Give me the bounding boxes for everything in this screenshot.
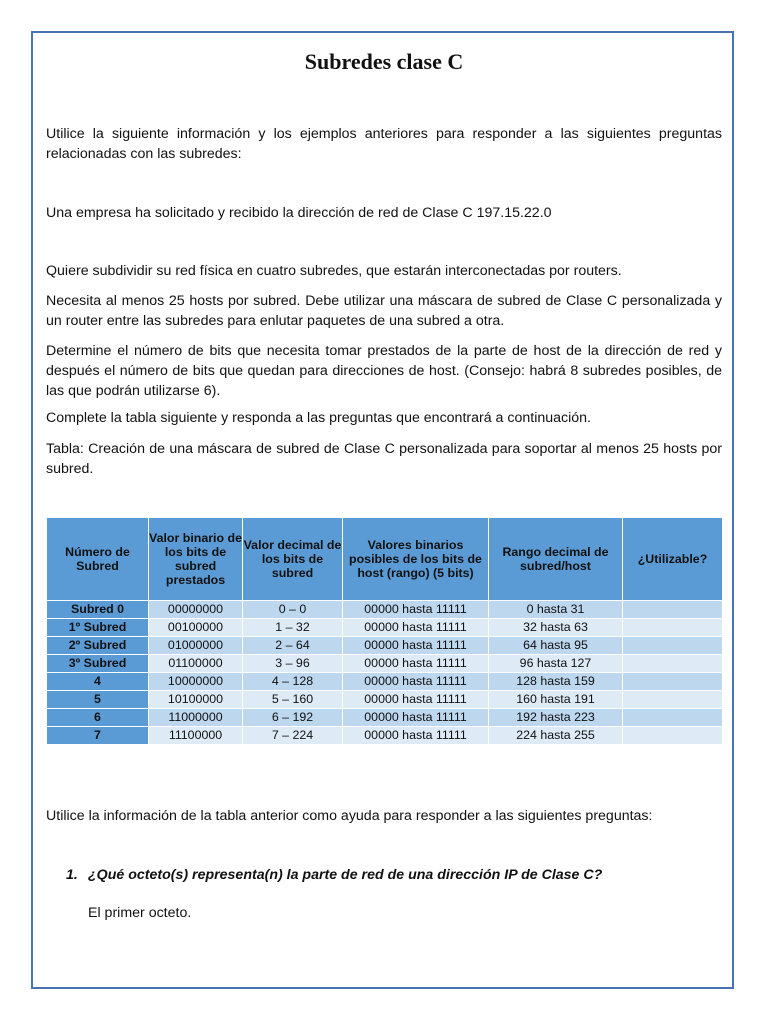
header-subnet-number: Número de Subred	[47, 518, 149, 601]
cell-decimal: 4 – 128	[243, 673, 343, 691]
cell-usable[interactable]	[623, 673, 723, 691]
table-row	[47, 673, 723, 691]
cell-binary: 11000000	[149, 709, 243, 727]
intro-paragraph: Utilice la siguiente información y los ejemplos anteriores para responder a las siguientes preguntas relacionadas con las subredes:	[46, 126, 722, 162]
cell-decimal: 2 – 64	[243, 637, 343, 655]
cell-subnet: 4	[47, 673, 149, 691]
cell-subnet: 2º Subred	[47, 637, 149, 655]
cell-subnet: 1º Subred	[47, 619, 149, 637]
cell-usable[interactable]	[623, 727, 723, 745]
cell-decimal-range: 0 hasta 31	[489, 601, 623, 619]
table-row	[47, 709, 723, 727]
page-title: Subredes clase C	[304, 49, 464, 74]
cell-host-range: 00000 hasta 11111	[343, 691, 489, 709]
use-table-paragraph: Utilice la información de la tabla anterior como ayuda para responder a las siguientes preguntas:	[46, 808, 653, 824]
header-decimal-range: Rango decimal de subred/host	[489, 518, 623, 601]
cell-decimal-range: 192 hasta 223	[489, 709, 623, 727]
table-row	[47, 619, 723, 637]
cell-usable[interactable]	[623, 619, 723, 637]
bits-paragraph: Determine el número de bits que necesita tomar prestados de la parte de host de la dirección de red y después el número de bits que quedan para direcciones de host. (Consejo: habrá 8 subredes posibles, de las que podrán utilizarse 6).	[46, 343, 722, 399]
cell-host-range: 00000 hasta 11111	[343, 637, 489, 655]
table-row	[47, 691, 723, 709]
cell-binary: 01000000	[149, 637, 243, 655]
cell-subnet: Subred 0	[47, 601, 149, 619]
header-decimal-value: Valor decimal de los bits de subred	[243, 518, 343, 601]
question-1	[66, 867, 602, 883]
cell-usable[interactable]	[623, 637, 723, 655]
table-row	[47, 637, 723, 655]
cell-host-range: 00000 hasta 11111	[343, 727, 489, 745]
cell-binary: 00000000	[149, 601, 243, 619]
network-address-paragraph: Una empresa ha solicitado y recibido la dirección de red de Clase C 197.15.22.0	[46, 205, 552, 221]
question-1-answer: El primer octeto.	[88, 905, 192, 921]
page-border	[31, 31, 734, 989]
hosts-paragraph: Necesita al menos 25 hosts por subred. Debe utilizar una máscara de subred de Clase C personalizada y un router entre las subredes para enlutar paquetes de una subred a otra.	[46, 293, 722, 329]
cell-binary: 10000000	[149, 673, 243, 691]
cell-decimal-range: 224 hasta 255	[489, 727, 623, 745]
cell-usable[interactable]	[623, 601, 723, 619]
cell-subnet: 5	[47, 691, 149, 709]
header-usable: ¿Utilizable?	[623, 518, 723, 601]
question-number: 1.	[66, 867, 78, 883]
cell-decimal: 1 – 32	[243, 619, 343, 637]
table-row	[47, 655, 723, 673]
subdivide-paragraph: Quiere subdividir su red física en cuatro subredes, que estarán interconectadas por routers.	[46, 263, 622, 279]
cell-decimal-range: 32 hasta 63	[489, 619, 623, 637]
cell-decimal: 3 – 96	[243, 655, 343, 673]
cell-binary: 00100000	[149, 619, 243, 637]
cell-decimal: 6 – 192	[243, 709, 343, 727]
cell-host-range: 00000 hasta 11111	[343, 619, 489, 637]
table-caption: Tabla: Creación de una máscara de subred de Clase C personalizada para soportar al menos 25 hosts por subred.	[46, 441, 722, 477]
cell-usable[interactable]	[623, 709, 723, 727]
question-text: ¿Qué octeto(s) representa(n) la parte de red de una dirección IP de Clase C?	[88, 867, 603, 883]
cell-host-range: 00000 hasta 11111	[343, 673, 489, 691]
table-row	[47, 727, 723, 745]
header-binary-value: Valor binario de los bits de subred prestados	[149, 518, 243, 601]
table-header-row	[47, 518, 723, 601]
subnet-table	[46, 517, 723, 745]
cell-decimal-range: 160 hasta 191	[489, 691, 623, 709]
cell-binary: 11100000	[149, 727, 243, 745]
cell-usable[interactable]	[623, 691, 723, 709]
cell-binary: 01100000	[149, 655, 243, 673]
cell-host-range: 00000 hasta 11111	[343, 709, 489, 727]
complete-table-paragraph: Complete la tabla siguiente y responda a las preguntas que encontrará a continuación.	[46, 410, 591, 426]
cell-usable[interactable]	[623, 655, 723, 673]
cell-decimal: 7 – 224	[243, 727, 343, 745]
cell-decimal-range: 96 hasta 127	[489, 655, 623, 673]
cell-decimal: 0 – 0	[243, 601, 343, 619]
cell-subnet: 7	[47, 727, 149, 745]
cell-subnet: 3º Subred	[47, 655, 149, 673]
cell-subnet: 6	[47, 709, 149, 727]
header-host-range: Valores binarios posibles de los bits de host (rango) (5 bits)	[343, 518, 489, 601]
cell-decimal: 5 – 160	[243, 691, 343, 709]
cell-decimal-range: 64 hasta 95	[489, 637, 623, 655]
cell-host-range: 00000 hasta 11111	[343, 601, 489, 619]
cell-host-range: 00000 hasta 11111	[343, 655, 489, 673]
cell-decimal-range: 128 hasta 159	[489, 673, 623, 691]
cell-binary: 10100000	[149, 691, 243, 709]
table-row	[47, 601, 723, 619]
